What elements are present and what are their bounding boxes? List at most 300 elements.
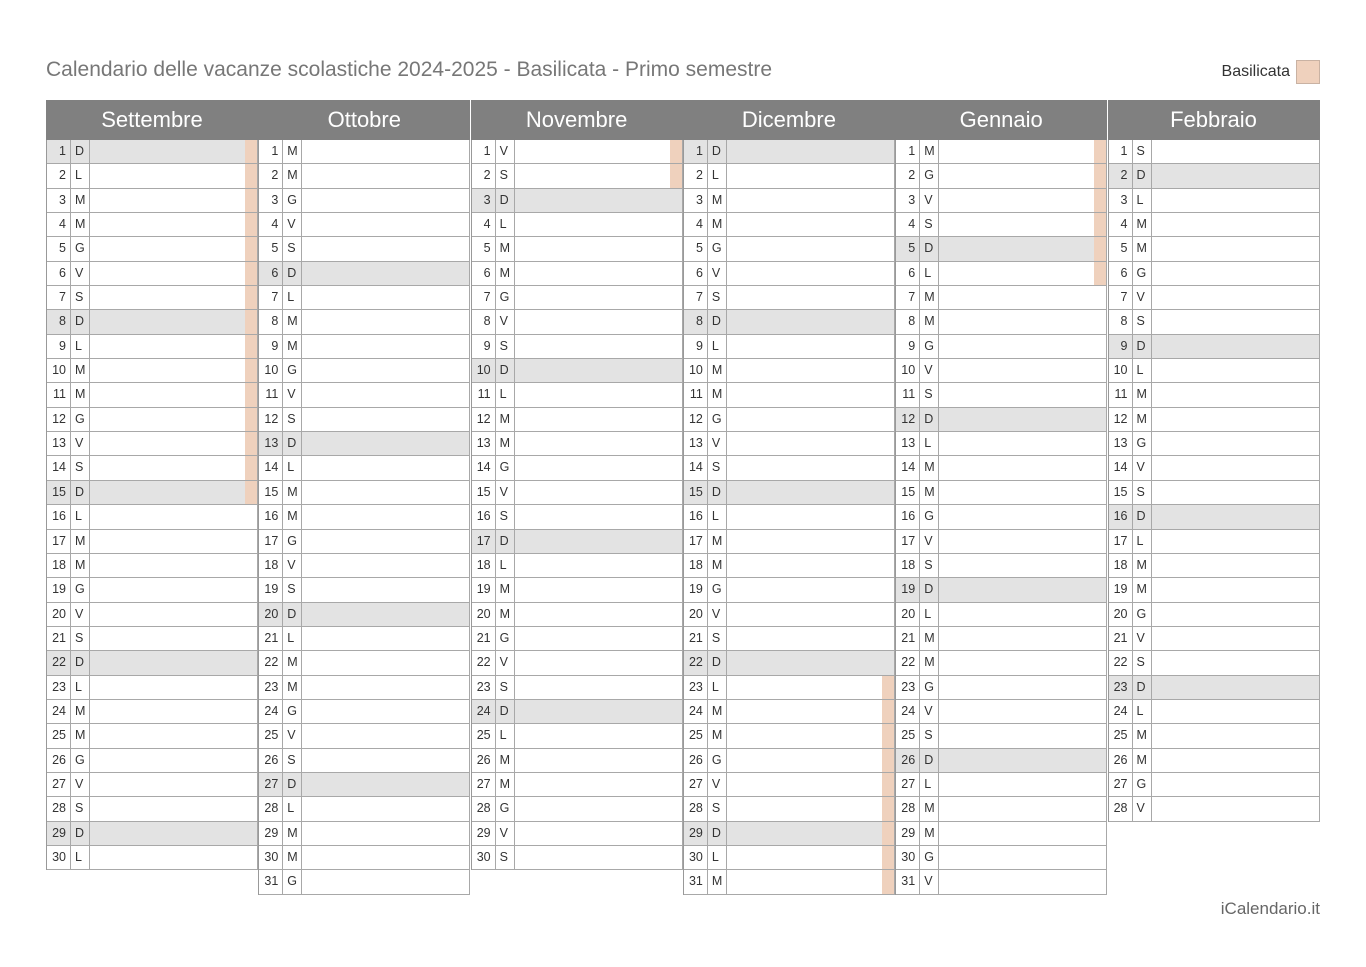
day-row: [1109, 797, 1320, 821]
day-row: [472, 286, 683, 310]
day-notes-cell: [515, 335, 682, 358]
day-number: 5: [1109, 237, 1133, 260]
day-notes-cell: [90, 749, 257, 772]
day-row: [684, 700, 895, 724]
holiday-mark: [245, 286, 257, 309]
day-notes-cell: [90, 627, 257, 650]
day-number: 4: [1109, 213, 1133, 236]
day-row: [259, 310, 470, 334]
day-row: [896, 797, 1107, 821]
day-number: 8: [47, 310, 71, 333]
weekday-letter: G: [920, 846, 939, 869]
month-gennaio: [895, 100, 1107, 895]
weekday-letter: D: [283, 603, 302, 626]
day-number: 21: [259, 627, 283, 650]
day-notes-cell: [939, 456, 1106, 479]
day-notes-cell: [515, 578, 682, 601]
day-notes-cell: [515, 140, 682, 163]
weekday-letter: S: [71, 797, 90, 820]
holiday-mark: [1094, 213, 1106, 236]
day-row: [1109, 383, 1320, 407]
day-row: [259, 237, 470, 261]
day-notes-cell: [302, 797, 469, 820]
weekday-letter: L: [283, 797, 302, 820]
day-number: 21: [1109, 627, 1133, 650]
holiday-mark: [245, 189, 257, 212]
day-row: [896, 505, 1107, 529]
day-number: 23: [896, 676, 920, 699]
day-row: [47, 310, 258, 334]
day-number: 28: [684, 797, 708, 820]
weekday-letter: V: [496, 310, 515, 333]
day-notes-cell: [302, 286, 469, 309]
day-notes-cell: [939, 262, 1106, 285]
weekday-letter: G: [708, 408, 727, 431]
day-number: 7: [259, 286, 283, 309]
day-number: 22: [896, 651, 920, 674]
day-row: [896, 846, 1107, 870]
day-row: [896, 676, 1107, 700]
weekday-letter: M: [496, 773, 515, 796]
day-row: [1109, 530, 1320, 554]
month-dicembre: [683, 100, 895, 895]
month-days: [1108, 140, 1320, 822]
day-notes-cell: [302, 870, 469, 893]
day-row: [259, 773, 470, 797]
day-notes-cell: [90, 578, 257, 601]
day-number: 13: [47, 432, 71, 455]
day-row: [1109, 505, 1320, 529]
weekday-letter: L: [283, 286, 302, 309]
day-number: 22: [47, 651, 71, 674]
day-number: 16: [684, 505, 708, 528]
day-number: 24: [684, 700, 708, 723]
day-row: [896, 651, 1107, 675]
day-row: [259, 676, 470, 700]
day-number: 28: [259, 797, 283, 820]
day-number: 29: [259, 822, 283, 845]
weekday-letter: M: [496, 262, 515, 285]
day-number: 9: [896, 335, 920, 358]
legend-label: Basilicata: [1221, 63, 1290, 80]
day-number: 15: [259, 481, 283, 504]
day-number: 20: [259, 603, 283, 626]
weekday-letter: L: [71, 335, 90, 358]
day-number: 12: [1109, 408, 1133, 431]
day-row: [684, 286, 895, 310]
weekday-letter: S: [708, 456, 727, 479]
weekday-letter: G: [496, 286, 515, 309]
day-notes-cell: [515, 724, 682, 747]
day-number: 21: [47, 627, 71, 650]
holiday-mark: [245, 359, 257, 382]
day-row: [1109, 213, 1320, 237]
day-row: [1109, 627, 1320, 651]
day-row: [259, 164, 470, 188]
day-number: 6: [684, 262, 708, 285]
day-number: 25: [1109, 724, 1133, 747]
weekday-letter: M: [283, 310, 302, 333]
day-number: 6: [472, 262, 496, 285]
weekday-letter: M: [920, 822, 939, 845]
day-notes-cell: [727, 237, 894, 260]
weekday-letter: M: [71, 530, 90, 553]
day-row: [472, 651, 683, 675]
day-notes-cell: [1152, 408, 1319, 431]
day-number: 18: [47, 554, 71, 577]
day-number: 27: [47, 773, 71, 796]
day-notes-cell: [1152, 140, 1319, 163]
weekday-letter: S: [1133, 140, 1152, 163]
weekday-letter: V: [920, 700, 939, 723]
day-notes-cell: [1152, 456, 1319, 479]
weekday-letter: M: [71, 724, 90, 747]
day-row: [896, 237, 1107, 261]
day-notes-cell: [515, 262, 682, 285]
weekday-letter: M: [1133, 749, 1152, 772]
day-row: [259, 213, 470, 237]
day-notes-cell: [727, 505, 894, 528]
day-notes-cell: [515, 359, 682, 382]
day-notes-cell: [302, 359, 469, 382]
day-number: 13: [1109, 432, 1133, 455]
holiday-mark: [1094, 262, 1106, 285]
weekday-letter: D: [1133, 505, 1152, 528]
day-notes-cell: [727, 213, 894, 236]
day-notes-cell: [1152, 310, 1319, 333]
day-notes-cell: [302, 603, 469, 626]
day-row: [47, 822, 258, 846]
month-days: [471, 140, 683, 870]
weekday-letter: G: [708, 749, 727, 772]
day-notes-cell: [939, 310, 1106, 333]
weekday-letter: M: [71, 213, 90, 236]
day-row: [684, 554, 895, 578]
day-notes-cell: [1152, 213, 1319, 236]
weekday-letter: G: [920, 676, 939, 699]
weekday-letter: S: [920, 213, 939, 236]
day-notes-cell: [1152, 603, 1319, 626]
day-notes-cell: [515, 846, 682, 869]
weekday-letter: D: [920, 749, 939, 772]
day-row: [472, 164, 683, 188]
day-row: [896, 773, 1107, 797]
day-notes-cell: [90, 213, 257, 236]
day-notes-cell: [1152, 286, 1319, 309]
weekday-letter: V: [71, 432, 90, 455]
day-row: [684, 724, 895, 748]
day-row: [1109, 189, 1320, 213]
holiday-mark: [245, 262, 257, 285]
month-header: Gennaio: [895, 100, 1107, 140]
month-header: Dicembre: [683, 100, 895, 140]
day-number: 29: [472, 822, 496, 845]
day-notes-cell: [727, 651, 894, 674]
day-row: [259, 554, 470, 578]
weekday-letter: L: [708, 505, 727, 528]
weekday-letter: V: [496, 481, 515, 504]
weekday-letter: S: [496, 846, 515, 869]
day-notes-cell: [727, 822, 894, 845]
day-number: 2: [259, 164, 283, 187]
weekday-letter: V: [496, 651, 515, 674]
weekday-letter: G: [1133, 432, 1152, 455]
weekday-letter: S: [920, 554, 939, 577]
month-header: Ottobre: [258, 100, 470, 140]
day-number: 31: [684, 870, 708, 893]
day-number: 5: [472, 237, 496, 260]
day-notes-cell: [302, 408, 469, 431]
holiday-mark: [882, 846, 894, 869]
weekday-letter: M: [283, 140, 302, 163]
weekday-letter: D: [71, 651, 90, 674]
day-number: 12: [259, 408, 283, 431]
day-row: [896, 700, 1107, 724]
day-notes-cell: [939, 213, 1106, 236]
weekday-letter: L: [920, 773, 939, 796]
day-number: 27: [896, 773, 920, 796]
day-row: [684, 822, 895, 846]
day-notes-cell: [90, 237, 257, 260]
day-notes-cell: [90, 481, 257, 504]
holiday-mark: [245, 140, 257, 163]
day-notes-cell: [90, 164, 257, 187]
day-number: 22: [1109, 651, 1133, 674]
day-number: 30: [259, 846, 283, 869]
day-number: 14: [472, 456, 496, 479]
day-notes-cell: [90, 335, 257, 358]
weekday-letter: L: [920, 603, 939, 626]
day-notes-cell: [727, 603, 894, 626]
day-row: [896, 724, 1107, 748]
day-notes-cell: [515, 773, 682, 796]
day-row: [472, 554, 683, 578]
weekday-letter: V: [283, 724, 302, 747]
day-row: [259, 530, 470, 554]
day-notes-cell: [90, 286, 257, 309]
day-row: [472, 189, 683, 213]
day-notes-cell: [939, 505, 1106, 528]
day-row: [47, 237, 258, 261]
day-row: [472, 700, 683, 724]
day-notes-cell: [302, 213, 469, 236]
day-number: 17: [896, 530, 920, 553]
day-number: 12: [472, 408, 496, 431]
day-notes-cell: [302, 530, 469, 553]
day-notes-cell: [727, 724, 894, 747]
day-number: 25: [259, 724, 283, 747]
weekday-letter: S: [496, 676, 515, 699]
month-days: [895, 140, 1107, 895]
holiday-mark: [1094, 237, 1106, 260]
day-notes-cell: [727, 456, 894, 479]
weekday-letter: L: [283, 627, 302, 650]
month-febbraio: [1108, 100, 1320, 822]
day-notes-cell: [939, 797, 1106, 820]
day-row: [684, 870, 895, 894]
day-number: 13: [896, 432, 920, 455]
day-number: 2: [472, 164, 496, 187]
weekday-letter: G: [283, 870, 302, 893]
day-row: [896, 627, 1107, 651]
day-notes-cell: [1152, 189, 1319, 212]
weekday-letter: D: [920, 408, 939, 431]
weekday-letter: M: [71, 700, 90, 723]
day-notes-cell: [90, 408, 257, 431]
day-row: [472, 481, 683, 505]
day-row: [472, 676, 683, 700]
day-number: 3: [259, 189, 283, 212]
weekday-letter: M: [1133, 724, 1152, 747]
day-row: [259, 262, 470, 286]
day-notes-cell: [515, 822, 682, 845]
day-row: [472, 846, 683, 870]
footer-brand: iCalendario.it: [1220, 899, 1320, 918]
weekday-letter: S: [1133, 651, 1152, 674]
day-number: 5: [896, 237, 920, 260]
day-row: [47, 554, 258, 578]
holiday-mark: [670, 164, 682, 187]
day-notes-cell: [1152, 676, 1319, 699]
weekday-letter: D: [283, 773, 302, 796]
day-number: 7: [47, 286, 71, 309]
weekday-letter: M: [496, 432, 515, 455]
weekday-letter: M: [920, 651, 939, 674]
day-row: [472, 213, 683, 237]
day-row: [47, 481, 258, 505]
day-number: 6: [896, 262, 920, 285]
day-row: [1109, 700, 1320, 724]
day-number: 4: [684, 213, 708, 236]
day-number: 1: [47, 140, 71, 163]
day-row: [1109, 603, 1320, 627]
day-notes-cell: [727, 530, 894, 553]
day-notes-cell: [1152, 335, 1319, 358]
weekday-letter: M: [708, 189, 727, 212]
day-row: [259, 603, 470, 627]
weekday-letter: M: [283, 651, 302, 674]
day-number: 15: [896, 481, 920, 504]
day-notes-cell: [515, 432, 682, 455]
weekday-letter: V: [71, 262, 90, 285]
day-row: [472, 237, 683, 261]
day-row: [684, 651, 895, 675]
day-number: 15: [472, 481, 496, 504]
day-number: 12: [47, 408, 71, 431]
holiday-mark: [882, 700, 894, 723]
day-row: [684, 749, 895, 773]
day-notes-cell: [1152, 237, 1319, 260]
day-number: 22: [259, 651, 283, 674]
day-notes-cell: [515, 676, 682, 699]
day-row: [1109, 359, 1320, 383]
day-number: 23: [1109, 676, 1133, 699]
day-notes-cell: [1152, 578, 1319, 601]
day-number: 10: [684, 359, 708, 382]
day-number: 18: [896, 554, 920, 577]
weekday-letter: M: [708, 554, 727, 577]
day-number: 12: [896, 408, 920, 431]
day-number: 13: [684, 432, 708, 455]
weekday-letter: D: [283, 262, 302, 285]
day-number: 20: [896, 603, 920, 626]
day-number: 25: [47, 724, 71, 747]
weekday-letter: L: [1133, 700, 1152, 723]
weekday-letter: G: [496, 456, 515, 479]
holiday-mark: [1094, 140, 1106, 163]
day-notes-cell: [1152, 481, 1319, 504]
day-number: 4: [259, 213, 283, 236]
day-number: 7: [684, 286, 708, 309]
day-notes-cell: [939, 627, 1106, 650]
day-row: [684, 603, 895, 627]
day-number: 19: [47, 578, 71, 601]
day-number: 14: [684, 456, 708, 479]
weekday-letter: L: [496, 724, 515, 747]
holiday-mark: [882, 870, 894, 893]
day-row: [47, 578, 258, 602]
day-number: 21: [896, 627, 920, 650]
holiday-mark: [1094, 189, 1106, 212]
day-number: 4: [472, 213, 496, 236]
weekday-letter: D: [496, 189, 515, 212]
day-notes-cell: [939, 603, 1106, 626]
weekday-letter: L: [1133, 530, 1152, 553]
weekday-letter: D: [71, 481, 90, 504]
holiday-mark: [245, 481, 257, 504]
day-notes-cell: [302, 700, 469, 723]
day-number: 8: [896, 310, 920, 333]
day-notes-cell: [939, 676, 1106, 699]
day-number: 27: [472, 773, 496, 796]
month-days: [46, 140, 258, 870]
day-number: 1: [684, 140, 708, 163]
weekday-letter: M: [708, 359, 727, 382]
day-row: [896, 432, 1107, 456]
day-number: 11: [1109, 383, 1133, 406]
day-notes-cell: [515, 530, 682, 553]
day-row: [684, 383, 895, 407]
weekday-letter: V: [1133, 456, 1152, 479]
day-number: 17: [47, 530, 71, 553]
day-row: [1109, 432, 1320, 456]
day-notes-cell: [1152, 724, 1319, 747]
day-row: [472, 408, 683, 432]
day-number: 29: [896, 822, 920, 845]
day-number: 23: [684, 676, 708, 699]
day-number: 20: [472, 603, 496, 626]
day-notes-cell: [1152, 797, 1319, 820]
day-row: [259, 651, 470, 675]
weekday-letter: L: [71, 505, 90, 528]
day-row: [47, 749, 258, 773]
day-notes-cell: [727, 310, 894, 333]
day-row: [259, 627, 470, 651]
day-notes-cell: [302, 822, 469, 845]
day-notes-cell: [302, 651, 469, 674]
month-novembre: [471, 100, 683, 870]
day-notes-cell: [515, 797, 682, 820]
day-row: [684, 627, 895, 651]
weekday-letter: V: [1133, 627, 1152, 650]
day-notes-cell: [90, 456, 257, 479]
day-notes-cell: [90, 724, 257, 747]
day-number: 19: [472, 578, 496, 601]
day-notes-cell: [727, 189, 894, 212]
day-notes-cell: [727, 870, 894, 893]
day-row: [472, 383, 683, 407]
day-notes-cell: [1152, 651, 1319, 674]
